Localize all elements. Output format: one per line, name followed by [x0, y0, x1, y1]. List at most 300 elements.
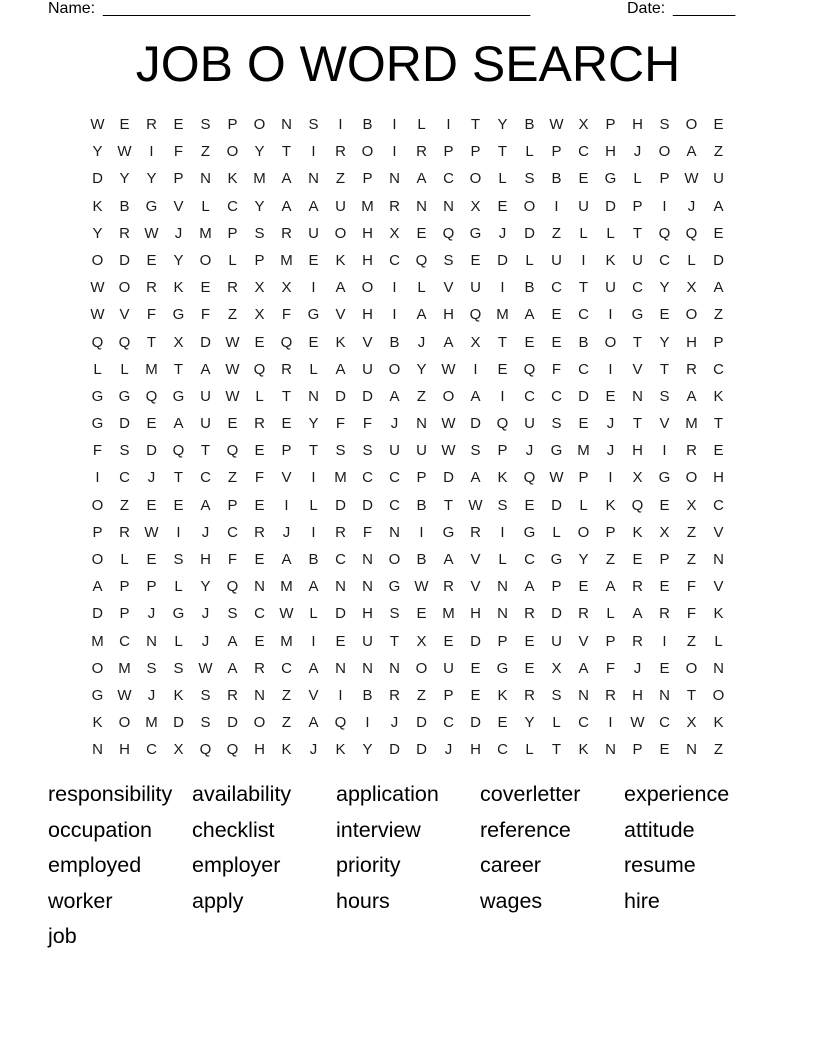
- grid-cell[interactable]: U: [389, 442, 400, 460]
- grid-cell[interactable]: A: [308, 578, 319, 596]
- date-field[interactable]: _______: [673, 0, 736, 17]
- grid-cell[interactable]: F: [92, 442, 103, 460]
- grid-cell[interactable]: X: [416, 632, 427, 650]
- grid-cell[interactable]: Z: [713, 741, 724, 759]
- grid-cell[interactable]: F: [686, 578, 697, 596]
- grid-cell[interactable]: L: [417, 279, 426, 297]
- grid-cell[interactable]: N: [713, 659, 724, 677]
- grid-cell[interactable]: T: [578, 279, 589, 297]
- grid-cell[interactable]: Y: [254, 143, 265, 161]
- grid-cell[interactable]: G: [91, 686, 104, 704]
- grid-cell[interactable]: B: [362, 686, 373, 704]
- grid-cell[interactable]: A: [686, 143, 697, 161]
- grid-cell[interactable]: G: [469, 224, 482, 242]
- grid-cell[interactable]: A: [281, 170, 292, 188]
- grid-cell[interactable]: I: [500, 523, 505, 541]
- grid-cell[interactable]: R: [632, 632, 643, 650]
- grid-cell[interactable]: X: [686, 714, 697, 732]
- grid-cell[interactable]: A: [335, 279, 346, 297]
- grid-cell[interactable]: C: [146, 741, 157, 759]
- grid-cell[interactable]: X: [686, 496, 697, 514]
- grid-cell[interactable]: A: [281, 551, 292, 568]
- grid-cell[interactable]: U: [632, 251, 643, 269]
- grid-cell[interactable]: A: [443, 551, 454, 568]
- grid-cell[interactable]: P: [146, 578, 157, 596]
- grid-cell[interactable]: O: [685, 116, 698, 133]
- grid-cell[interactable]: R: [443, 578, 454, 596]
- grid-cell[interactable]: V: [470, 578, 481, 596]
- grid-cell[interactable]: P: [362, 170, 373, 188]
- grid-cell[interactable]: A: [524, 578, 535, 596]
- grid-cell[interactable]: E: [659, 306, 670, 324]
- grid-cell[interactable]: I: [500, 279, 505, 297]
- grid-cell[interactable]: V: [578, 632, 589, 650]
- grid-cell[interactable]: L: [579, 496, 588, 514]
- grid-cell[interactable]: P: [551, 143, 562, 161]
- grid-cell[interactable]: F: [362, 415, 373, 433]
- grid-cell[interactable]: Z: [335, 170, 346, 188]
- grid-cell[interactable]: X: [470, 197, 481, 215]
- grid-cell[interactable]: U: [605, 279, 616, 297]
- grid-cell[interactable]: N: [443, 197, 454, 215]
- grid-cell[interactable]: P: [281, 442, 292, 460]
- grid-cell[interactable]: N: [416, 415, 427, 433]
- grid-cell[interactable]: W: [441, 360, 456, 378]
- grid-cell[interactable]: E: [254, 551, 265, 568]
- grid-cell[interactable]: K: [497, 469, 508, 487]
- grid-cell[interactable]: C: [524, 387, 535, 405]
- grid-cell[interactable]: P: [497, 632, 508, 650]
- grid-cell[interactable]: Q: [523, 469, 536, 487]
- grid-cell[interactable]: J: [444, 741, 453, 759]
- grid-cell[interactable]: N: [389, 523, 400, 541]
- grid-cell[interactable]: T: [551, 741, 562, 759]
- grid-cell[interactable]: I: [500, 387, 505, 405]
- grid-cell[interactable]: X: [578, 116, 589, 133]
- grid-cell[interactable]: Q: [226, 442, 239, 460]
- grid-cell[interactable]: V: [659, 415, 670, 433]
- grid-cell[interactable]: H: [362, 251, 373, 269]
- grid-cell[interactable]: B: [551, 170, 562, 188]
- grid-cell[interactable]: M: [334, 469, 347, 487]
- grid-cell[interactable]: W: [468, 496, 483, 514]
- grid-cell[interactable]: T: [497, 143, 508, 161]
- grid-cell[interactable]: P: [470, 143, 481, 161]
- grid-cell[interactable]: Q: [199, 741, 212, 759]
- grid-cell[interactable]: H: [254, 741, 265, 759]
- grid-cell[interactable]: P: [443, 686, 454, 704]
- grid-cell[interactable]: I: [608, 306, 613, 324]
- grid-cell[interactable]: D: [335, 496, 346, 514]
- grid-cell[interactable]: O: [685, 469, 698, 487]
- grid-cell[interactable]: C: [578, 306, 589, 324]
- grid-cell[interactable]: D: [578, 387, 589, 405]
- grid-cell[interactable]: H: [632, 116, 643, 133]
- grid-cell[interactable]: N: [389, 170, 400, 188]
- grid-cell[interactable]: X: [470, 333, 481, 351]
- grid-cell[interactable]: I: [149, 143, 154, 161]
- grid-cell[interactable]: Q: [631, 496, 644, 514]
- grid-cell[interactable]: G: [172, 387, 185, 405]
- grid-cell[interactable]: E: [281, 415, 292, 433]
- grid-cell[interactable]: O: [118, 714, 131, 732]
- grid-cell[interactable]: L: [579, 224, 588, 242]
- grid-cell[interactable]: W: [90, 279, 105, 297]
- grid-cell[interactable]: X: [659, 523, 670, 541]
- grid-cell[interactable]: Q: [685, 224, 698, 242]
- grid-cell[interactable]: D: [470, 632, 481, 650]
- grid-cell[interactable]: J: [687, 197, 696, 215]
- grid-cell[interactable]: Z: [281, 714, 292, 732]
- grid-cell[interactable]: C: [713, 360, 724, 378]
- grid-cell[interactable]: K: [173, 686, 184, 704]
- grid-cell[interactable]: Y: [524, 714, 535, 732]
- grid-cell[interactable]: V: [308, 686, 319, 704]
- grid-cell[interactable]: Q: [226, 578, 239, 596]
- grid-cell[interactable]: R: [578, 605, 589, 623]
- grid-cell[interactable]: D: [416, 741, 427, 759]
- grid-cell[interactable]: O: [685, 306, 698, 324]
- grid-cell[interactable]: X: [254, 279, 265, 297]
- grid-cell[interactable]: Z: [605, 551, 616, 568]
- grid-cell[interactable]: Y: [308, 415, 319, 433]
- grid-cell[interactable]: Z: [227, 469, 238, 487]
- grid-cell[interactable]: R: [605, 686, 616, 704]
- grid-cell[interactable]: T: [173, 469, 184, 487]
- grid-cell[interactable]: K: [92, 714, 103, 732]
- grid-cell[interactable]: G: [658, 469, 671, 487]
- grid-cell[interactable]: J: [417, 333, 426, 351]
- grid-cell[interactable]: O: [685, 659, 698, 677]
- grid-cell[interactable]: S: [173, 659, 184, 677]
- grid-cell[interactable]: L: [525, 251, 534, 269]
- grid-cell[interactable]: P: [119, 605, 130, 623]
- grid-cell[interactable]: M: [145, 360, 158, 378]
- grid-cell[interactable]: Y: [659, 279, 670, 297]
- grid-cell[interactable]: T: [659, 360, 670, 378]
- grid-cell[interactable]: C: [389, 469, 400, 487]
- grid-cell[interactable]: T: [713, 415, 724, 433]
- grid-cell[interactable]: M: [442, 605, 455, 623]
- grid-cell[interactable]: E: [200, 279, 211, 297]
- grid-cell[interactable]: P: [119, 578, 130, 596]
- grid-cell[interactable]: D: [713, 251, 724, 269]
- grid-cell[interactable]: T: [173, 360, 184, 378]
- grid-cell[interactable]: A: [200, 360, 211, 378]
- grid-cell[interactable]: X: [173, 333, 184, 351]
- grid-cell[interactable]: S: [659, 387, 670, 405]
- grid-cell[interactable]: E: [254, 496, 265, 514]
- grid-cell[interactable]: D: [416, 714, 427, 732]
- grid-cell[interactable]: T: [308, 442, 319, 460]
- grid-cell[interactable]: K: [497, 686, 508, 704]
- grid-cell[interactable]: G: [550, 442, 563, 460]
- grid-cell[interactable]: C: [497, 741, 508, 759]
- grid-cell[interactable]: S: [362, 442, 373, 460]
- grid-cell[interactable]: R: [254, 659, 265, 677]
- grid-cell[interactable]: Q: [280, 333, 293, 351]
- grid-cell[interactable]: M: [496, 306, 509, 324]
- grid-cell[interactable]: Q: [658, 224, 671, 242]
- grid-cell[interactable]: E: [632, 551, 643, 568]
- grid-cell[interactable]: G: [496, 659, 509, 677]
- grid-cell[interactable]: N: [308, 170, 319, 188]
- grid-cell[interactable]: O: [253, 116, 266, 133]
- grid-cell[interactable]: I: [284, 496, 289, 514]
- grid-cell[interactable]: F: [335, 415, 346, 433]
- grid-cell[interactable]: E: [308, 333, 319, 351]
- grid-cell[interactable]: R: [254, 523, 265, 541]
- grid-cell[interactable]: P: [632, 741, 643, 759]
- grid-cell[interactable]: T: [632, 224, 643, 242]
- grid-cell[interactable]: C: [119, 632, 130, 650]
- grid-cell[interactable]: Y: [92, 224, 103, 242]
- grid-cell[interactable]: O: [361, 279, 374, 297]
- grid-cell[interactable]: P: [659, 170, 670, 188]
- grid-cell[interactable]: D: [470, 714, 481, 732]
- grid-cell[interactable]: L: [120, 360, 129, 378]
- grid-cell[interactable]: T: [632, 415, 643, 433]
- grid-cell[interactable]: I: [662, 632, 667, 650]
- grid-cell[interactable]: K: [713, 605, 724, 623]
- grid-cell[interactable]: L: [174, 578, 183, 596]
- grid-cell[interactable]: P: [713, 333, 724, 351]
- grid-cell[interactable]: M: [91, 632, 104, 650]
- grid-cell[interactable]: A: [200, 496, 211, 514]
- grid-cell[interactable]: B: [416, 496, 427, 514]
- grid-cell[interactable]: E: [146, 415, 157, 433]
- grid-cell[interactable]: H: [362, 224, 373, 242]
- grid-cell[interactable]: Q: [118, 333, 131, 351]
- grid-cell[interactable]: D: [146, 442, 157, 460]
- grid-cell[interactable]: K: [92, 197, 103, 215]
- grid-cell[interactable]: H: [470, 741, 481, 759]
- grid-cell[interactable]: O: [361, 143, 374, 161]
- grid-cell[interactable]: Q: [334, 714, 347, 732]
- grid-cell[interactable]: A: [470, 387, 481, 405]
- grid-cell[interactable]: R: [281, 360, 292, 378]
- grid-cell[interactable]: R: [389, 686, 400, 704]
- grid-cell[interactable]: E: [308, 251, 319, 269]
- grid-cell[interactable]: T: [632, 333, 643, 351]
- grid-cell[interactable]: J: [606, 442, 615, 460]
- grid-cell[interactable]: S: [254, 224, 265, 242]
- grid-cell[interactable]: C: [443, 714, 454, 732]
- grid-cell[interactable]: Q: [91, 333, 104, 351]
- grid-cell[interactable]: S: [470, 442, 481, 460]
- grid-cell[interactable]: Y: [578, 551, 589, 568]
- grid-cell[interactable]: P: [227, 116, 238, 133]
- grid-cell[interactable]: I: [392, 279, 397, 297]
- grid-cell[interactable]: G: [172, 605, 185, 623]
- grid-cell[interactable]: O: [91, 659, 104, 677]
- grid-cell[interactable]: Q: [442, 224, 455, 242]
- grid-cell[interactable]: L: [309, 360, 318, 378]
- grid-cell[interactable]: C: [227, 523, 238, 541]
- grid-cell[interactable]: G: [388, 578, 401, 596]
- grid-cell[interactable]: L: [552, 523, 561, 541]
- grid-cell[interactable]: I: [311, 279, 316, 297]
- grid-cell[interactable]: P: [605, 632, 616, 650]
- grid-cell[interactable]: T: [281, 143, 292, 161]
- grid-cell[interactable]: J: [498, 224, 507, 242]
- grid-cell[interactable]: E: [659, 578, 670, 596]
- grid-cell[interactable]: O: [523, 197, 536, 215]
- grid-cell[interactable]: E: [524, 632, 535, 650]
- grid-cell[interactable]: V: [632, 360, 643, 378]
- grid-cell[interactable]: Z: [200, 143, 211, 161]
- grid-cell[interactable]: A: [281, 197, 292, 215]
- grid-cell[interactable]: O: [334, 224, 347, 242]
- grid-cell[interactable]: A: [92, 578, 103, 596]
- grid-cell[interactable]: C: [389, 496, 400, 514]
- grid-cell[interactable]: P: [443, 143, 454, 161]
- grid-cell[interactable]: O: [442, 387, 455, 405]
- grid-cell[interactable]: U: [470, 279, 481, 297]
- grid-cell[interactable]: A: [632, 605, 643, 623]
- grid-cell[interactable]: O: [577, 523, 590, 541]
- grid-cell[interactable]: E: [443, 632, 454, 650]
- grid-cell[interactable]: R: [227, 279, 238, 297]
- grid-cell[interactable]: E: [173, 116, 184, 133]
- grid-cell[interactable]: D: [335, 605, 346, 623]
- grid-cell[interactable]: N: [200, 170, 211, 188]
- grid-cell[interactable]: W: [225, 333, 240, 351]
- grid-cell[interactable]: R: [227, 686, 238, 704]
- grid-cell[interactable]: Y: [200, 578, 211, 596]
- grid-cell[interactable]: L: [552, 714, 561, 732]
- grid-cell[interactable]: S: [146, 659, 157, 677]
- grid-cell[interactable]: C: [659, 251, 670, 269]
- grid-cell[interactable]: U: [362, 632, 373, 650]
- grid-cell[interactable]: S: [200, 686, 211, 704]
- grid-cell[interactable]: Y: [659, 333, 670, 351]
- grid-cell[interactable]: E: [578, 170, 589, 188]
- grid-cell[interactable]: V: [443, 279, 454, 297]
- grid-cell[interactable]: E: [659, 659, 670, 677]
- grid-cell[interactable]: E: [713, 116, 724, 133]
- grid-cell[interactable]: E: [551, 333, 562, 351]
- grid-cell[interactable]: L: [255, 387, 264, 405]
- grid-cell[interactable]: E: [470, 659, 481, 677]
- grid-cell[interactable]: A: [308, 714, 319, 732]
- grid-cell[interactable]: E: [524, 333, 535, 351]
- grid-cell[interactable]: L: [309, 496, 318, 514]
- grid-cell[interactable]: D: [362, 496, 373, 514]
- grid-cell[interactable]: N: [362, 659, 373, 677]
- grid-cell[interactable]: O: [388, 551, 401, 568]
- grid-cell[interactable]: E: [227, 415, 238, 433]
- grid-cell[interactable]: A: [713, 197, 724, 215]
- grid-cell[interactable]: B: [308, 551, 319, 568]
- grid-cell[interactable]: F: [605, 659, 616, 677]
- grid-cell[interactable]: O: [91, 251, 104, 269]
- grid-cell[interactable]: P: [632, 197, 643, 215]
- grid-cell[interactable]: N: [416, 197, 427, 215]
- grid-cell[interactable]: G: [523, 523, 536, 541]
- grid-cell[interactable]: W: [225, 360, 240, 378]
- grid-cell[interactable]: S: [119, 442, 130, 460]
- grid-cell[interactable]: D: [119, 251, 130, 269]
- grid-cell[interactable]: O: [658, 143, 671, 161]
- grid-cell[interactable]: N: [659, 686, 670, 704]
- grid-cell[interactable]: H: [200, 551, 211, 568]
- grid-cell[interactable]: E: [146, 251, 157, 269]
- grid-cell[interactable]: Z: [686, 551, 697, 568]
- grid-cell[interactable]: K: [335, 251, 346, 269]
- grid-cell[interactable]: G: [91, 387, 104, 405]
- grid-cell[interactable]: O: [91, 551, 104, 568]
- grid-cell[interactable]: G: [604, 170, 617, 188]
- grid-cell[interactable]: L: [525, 741, 534, 759]
- grid-cell[interactable]: R: [146, 279, 157, 297]
- grid-cell[interactable]: P: [605, 116, 616, 133]
- grid-cell[interactable]: T: [686, 686, 697, 704]
- grid-cell[interactable]: X: [281, 279, 292, 297]
- grid-cell[interactable]: C: [551, 387, 562, 405]
- grid-cell[interactable]: A: [227, 632, 238, 650]
- grid-cell[interactable]: B: [524, 279, 535, 297]
- grid-cell[interactable]: R: [389, 197, 400, 215]
- grid-cell[interactable]: S: [551, 415, 562, 433]
- grid-cell[interactable]: N: [92, 741, 103, 759]
- grid-cell[interactable]: N: [389, 659, 400, 677]
- grid-cell[interactable]: W: [117, 143, 132, 161]
- grid-cell[interactable]: D: [173, 714, 184, 732]
- grid-cell[interactable]: F: [227, 551, 238, 568]
- grid-cell[interactable]: U: [416, 442, 427, 460]
- grid-cell[interactable]: I: [338, 686, 343, 704]
- grid-cell[interactable]: N: [335, 659, 346, 677]
- grid-cell[interactable]: U: [443, 659, 454, 677]
- grid-cell[interactable]: E: [173, 496, 184, 514]
- grid-cell[interactable]: D: [335, 387, 346, 405]
- grid-cell[interactable]: G: [307, 306, 320, 324]
- grid-cell[interactable]: H: [362, 605, 373, 623]
- grid-cell[interactable]: C: [659, 714, 670, 732]
- grid-cell[interactable]: Y: [254, 197, 265, 215]
- grid-cell[interactable]: D: [551, 496, 562, 514]
- grid-cell[interactable]: K: [227, 170, 238, 188]
- grid-cell[interactable]: L: [606, 224, 615, 242]
- name-field[interactable]: ________________________________________________: [103, 0, 531, 17]
- grid-cell[interactable]: E: [254, 442, 265, 460]
- grid-cell[interactable]: E: [254, 333, 265, 351]
- grid-cell[interactable]: J: [390, 415, 399, 433]
- grid-cell[interactable]: A: [578, 659, 589, 677]
- grid-cell[interactable]: O: [253, 714, 266, 732]
- grid-cell[interactable]: S: [308, 116, 319, 133]
- grid-cell[interactable]: R: [686, 442, 697, 460]
- grid-cell[interactable]: L: [714, 632, 723, 650]
- grid-cell[interactable]: I: [446, 116, 451, 133]
- grid-cell[interactable]: E: [254, 632, 265, 650]
- grid-cell[interactable]: Z: [119, 496, 130, 514]
- grid-cell[interactable]: Q: [496, 415, 509, 433]
- grid-cell[interactable]: E: [335, 632, 346, 650]
- grid-cell[interactable]: Z: [416, 387, 427, 405]
- grid-cell[interactable]: J: [201, 632, 210, 650]
- grid-cell[interactable]: Q: [253, 360, 266, 378]
- grid-cell[interactable]: L: [633, 170, 642, 188]
- grid-cell[interactable]: R: [470, 523, 481, 541]
- grid-cell[interactable]: K: [173, 279, 184, 297]
- grid-cell[interactable]: R: [659, 605, 670, 623]
- grid-cell[interactable]: G: [118, 387, 131, 405]
- grid-cell[interactable]: E: [578, 578, 589, 596]
- grid-cell[interactable]: N: [254, 686, 265, 704]
- grid-cell[interactable]: S: [227, 605, 238, 623]
